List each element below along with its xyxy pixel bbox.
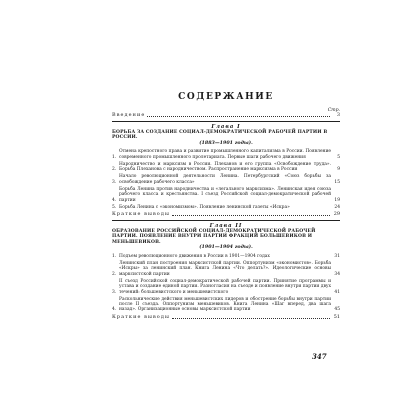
toc-item-text: Борьба Ленина с «экономизмом». Появление ленинской газеты «Искра» (119, 204, 290, 210)
toc-item-number: 2. (112, 271, 117, 277)
toc-item-number: 2. (112, 167, 117, 173)
leader-dots (147, 115, 330, 117)
leader-dots (172, 214, 330, 216)
toc-item-number: 4. (112, 197, 117, 203)
toc-item-text: Раскольнические действия меньшевистских лидеров и обострение борьбы внутри партии после II съезда. Оппортунизм меньшевиков. Книга Ленина «Шаг вперед, два шага назад». Организационные основы марксистской партии (119, 296, 331, 313)
toc-item-page: 15 (334, 179, 340, 185)
toc-item (112, 174, 340, 185)
toc-entry-page: 3 (336, 112, 340, 118)
toc-entry-page: 29 (333, 211, 340, 218)
chapter-years: (1901—1904 годы). (199, 244, 253, 251)
toc-item-number: 1. (112, 253, 117, 259)
divider (112, 121, 340, 122)
table-of-contents (112, 92, 340, 321)
page-title: СОДЕРЖАНИЕ (178, 92, 274, 102)
toc-item-number: 1. (112, 154, 117, 160)
divider (112, 220, 340, 221)
chapter-title: ОБРАЗОВАНИЕ РОССИЙСКОЙ СОЦИАЛ-ДЕМОКРАТИЧЕСКОЙ РАБОЧЕЙ ПАРТИИ. ПОЯВЛЕНИЕ ВНУТРИ ПАРТИИ ФРАКЦИЙ БОЛЬШЕВИКОВ И МЕНЬШЕВИКОВ. (112, 228, 316, 245)
toc-item-text: Отмена крепостного права и развитие промышленного капитализма в России. Появление современного промышленного пролетариата. Первые шаги рабочего движения (119, 149, 331, 160)
chapter-1 (112, 124, 340, 218)
chapter-heading: Глава II (209, 222, 243, 229)
toc-item-page: 34 (334, 271, 340, 277)
toc-entry-summary (112, 212, 340, 218)
toc-item (112, 205, 340, 210)
page-number: 347 (312, 352, 327, 361)
toc-item (112, 279, 340, 295)
toc-entry-label: Введение (112, 112, 146, 118)
toc-item (112, 297, 340, 313)
chapter-items (112, 149, 340, 210)
toc-item-text: Народничество и марксизм в России. Плеханов и его группа «Освобождение труда». Борьба Плеханова с народничеством. Распространение марксизма в России (119, 161, 331, 173)
chapter-2 (112, 223, 340, 321)
toc-item-text: II съезд Российской социал-демократической рабочей партии. Принятие программы и устава и создание единой партии. Разногласия на съезде и появление внутри партии двух течений: большевистского и меньшевистского (119, 278, 331, 295)
toc-item (112, 149, 340, 160)
toc-entry-label: Краткие выводы (112, 211, 170, 218)
toc-item-number: 5. (112, 204, 117, 210)
toc-item-text: Ленинский план построения марксистской партии. Оппортунизм «экономистов». Борьба «Искры» за ленинский план. Книга Ленина «Что делать?». Идеологические основы марксистской партии (119, 261, 331, 277)
toc-item-text: Борьба Ленина против народничества и «легального марксизма». Ленинская идея союза рабочего класса и крестьянства. I съезд Российской социал-демократической рабочей партии (119, 186, 331, 203)
leader-dots (172, 317, 330, 319)
toc-item-page: 9 (337, 167, 340, 173)
chapter-years: (1883—1901 годы). (199, 139, 253, 146)
toc-item-text: Подъем революционного движения в России в 1901—1904 годах (119, 253, 270, 259)
toc-item-text: Начало революционной деятельности Ленина. Петербургский «Союз борьбы за освобождение рабочего класса» (119, 174, 331, 185)
toc-item (112, 254, 340, 259)
chapter-heading: Глава I (211, 123, 241, 130)
toc-item-number: 3. (112, 289, 117, 295)
page-column-label: Стр. (327, 108, 340, 113)
toc-item-page: 31 (334, 253, 340, 259)
toc-entry-summary (112, 315, 340, 321)
toc-item (112, 261, 340, 277)
toc-item (112, 162, 340, 173)
toc-item (112, 187, 340, 203)
chapter-items (112, 254, 340, 313)
chapter-title: БОРЬБА ЗА СОЗДАНИЕ СОЦИАЛ-ДЕМОКРАТИЧЕСКОЙ РАБОЧЕЙ ПАРТИИ В РОССИИ. (112, 129, 328, 141)
toc-item-page: 24 (334, 204, 340, 210)
toc-entry-label: Краткие выводы (112, 313, 170, 320)
toc-item-number: 4. (112, 307, 117, 313)
toc-item-number: 3. (112, 179, 117, 185)
toc-entry-page: 51 (333, 313, 340, 320)
toc-entry-intro (112, 113, 340, 119)
toc-item-page: 41 (334, 289, 340, 295)
toc-item-page: 5 (337, 154, 340, 160)
toc-item-page: 19 (334, 197, 340, 203)
toc-item-page: 45 (334, 307, 340, 313)
